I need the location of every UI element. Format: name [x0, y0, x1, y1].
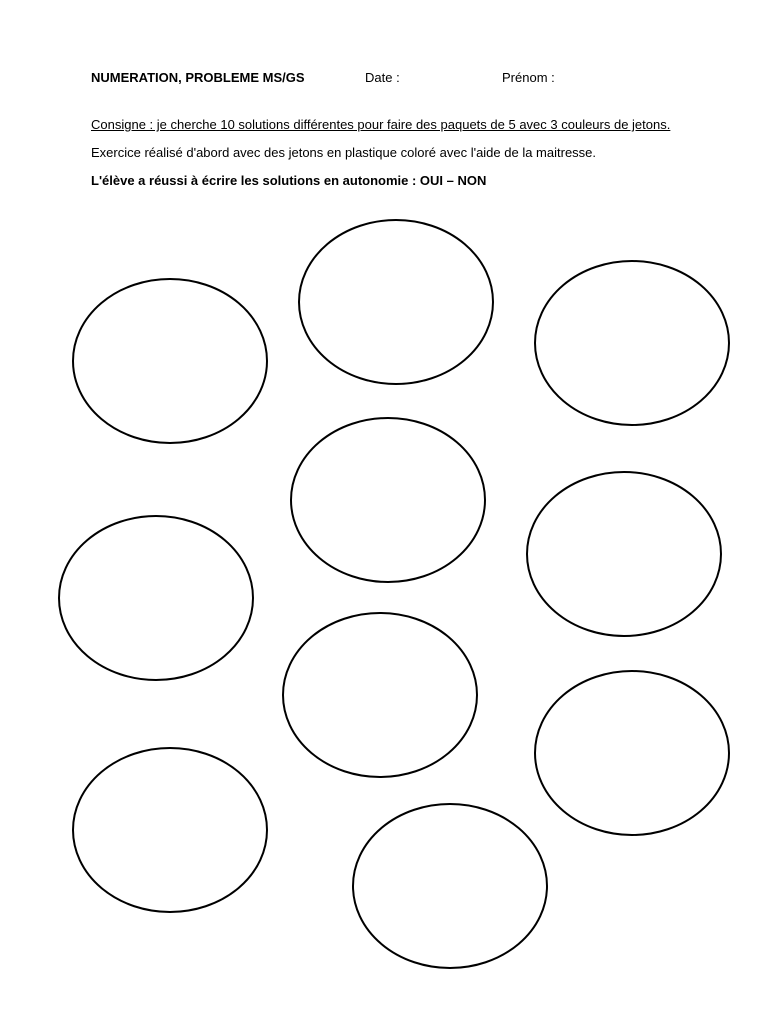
worksheet-title: NUMERATION, PROBLEME MS/GS — [91, 70, 305, 85]
answer-circle-3 — [535, 261, 729, 425]
answer-circle-2 — [73, 279, 267, 443]
date-label: Date : — [365, 70, 400, 85]
autonomie-text: L'élève a réussi à écrire les solutions en autonomie : OUI – NON — [91, 173, 487, 188]
answer-circle-6 — [59, 516, 253, 680]
answer-circle-10 — [353, 804, 547, 968]
answer-circle-7 — [283, 613, 477, 777]
consigne-text: Consigne : je cherche 10 solutions différentes pour faire des paquets de 5 avec 3 couleurs de jetons. — [91, 117, 671, 132]
answer-circle-9 — [73, 748, 267, 912]
answer-circle-5 — [527, 472, 721, 636]
answer-circle-4 — [291, 418, 485, 582]
exercice-text: Exercice réalisé d'abord avec des jetons en plastique coloré avec l'aide de la maitresse. — [91, 145, 597, 160]
prenom-label: Prénom : — [502, 70, 555, 85]
answer-circle-1 — [299, 220, 493, 384]
answer-circle-8 — [535, 671, 729, 835]
